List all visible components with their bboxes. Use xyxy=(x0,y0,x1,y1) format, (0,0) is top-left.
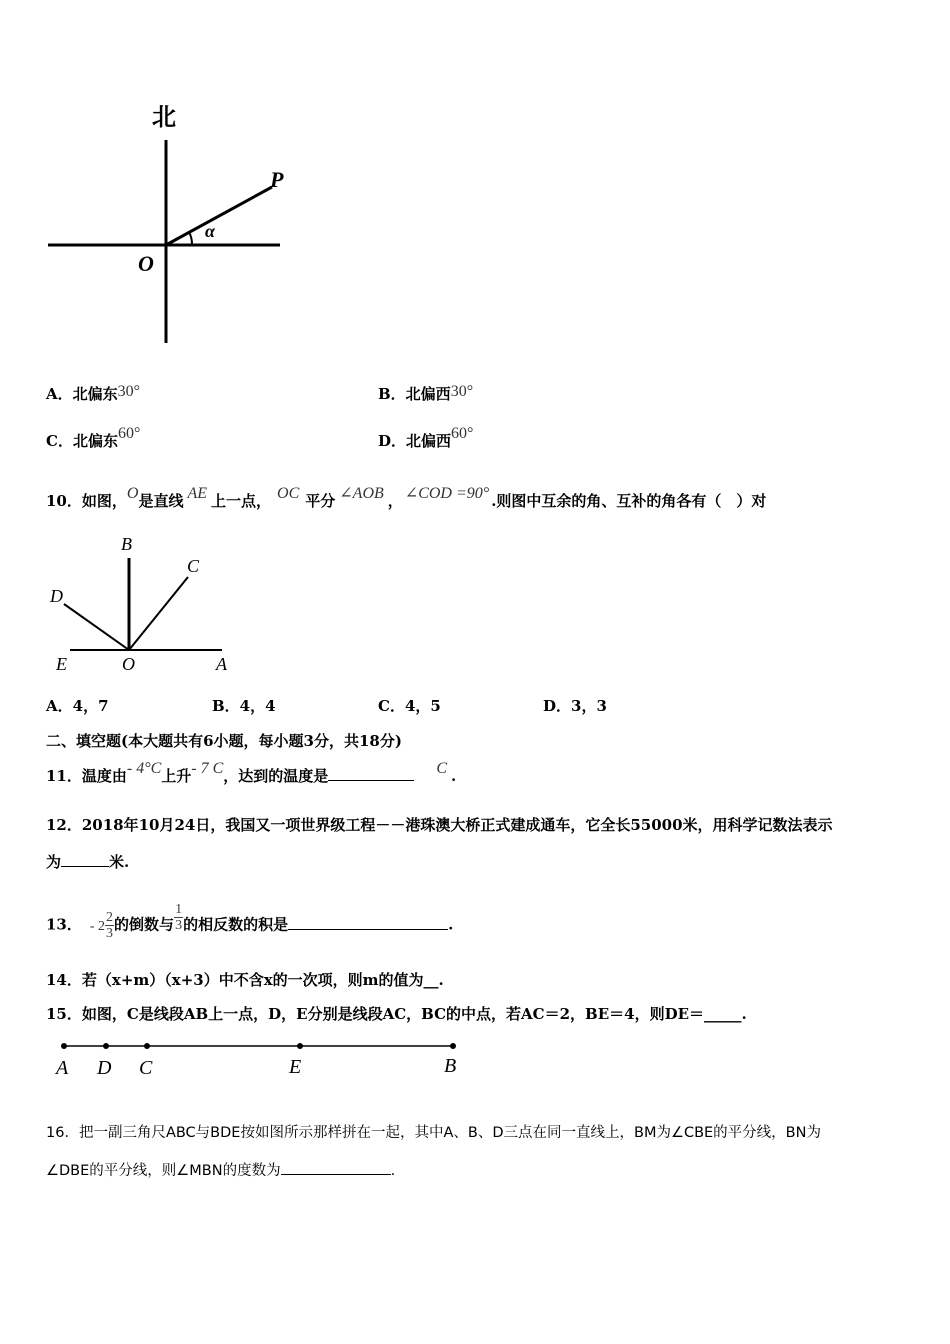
alpha-label: α xyxy=(205,221,215,241)
question-16-line2: ∠DBE的平分线，则∠MBN的度数为 . xyxy=(46,1160,395,1181)
figure-direction-diagram xyxy=(40,95,300,350)
label-e: E xyxy=(289,1056,302,1078)
deg: 30° xyxy=(450,383,474,400)
question-11: 11．温度由- 4°C上升- 7 C，达到的温度是 C . xyxy=(46,760,457,785)
fraction: $\frac{2}{3}$ xyxy=(106,910,114,941)
q9-option-b: B．北偏西30° xyxy=(378,383,474,403)
question-12-line2: 为 米. xyxy=(46,853,130,871)
label-d: D xyxy=(97,1057,112,1079)
figure-angles-diagram xyxy=(40,530,250,680)
point-d xyxy=(103,1043,109,1049)
q9-option-d: D．北偏西60° xyxy=(378,425,474,450)
deg: 60° xyxy=(117,425,141,442)
q10-option-b: B．4，4 xyxy=(212,697,276,715)
question-15: 15．如图，C是线段AB上一点，D，E分别是线段AC，BC的中点，若AC＝2，BE＝4，则DE＝_____. xyxy=(46,1005,747,1023)
point-o-label: O xyxy=(138,251,154,276)
question-14: 14．若（x+m）（x+3）中不含x的一次项，则m的值为__. xyxy=(46,971,444,989)
deg: 30° xyxy=(117,383,141,400)
label-o: O xyxy=(122,654,135,674)
q9-option-c: C．北偏东60° xyxy=(46,425,141,450)
question-12-line1: 12．2018年10月24日，我国又一项世界级工程－－港珠澳大桥正式建成通车，它全长55000米，用科学记数法表示 xyxy=(46,816,833,834)
question-10: 10．如图，O是直线 AE 上一点， OC 平分 ∠AOB ， ∠COD =90° .则图中互余的角、互补的角各有（ ）对 xyxy=(46,485,767,510)
label-e: E xyxy=(56,654,67,674)
angle-arc xyxy=(189,232,192,245)
q9-option-a: A．北偏东30° xyxy=(46,383,141,403)
q10-option-c: C．4，5 xyxy=(378,697,441,715)
fraction: $\frac{1}{3}$ xyxy=(175,902,183,933)
point-p-label: P xyxy=(270,167,284,192)
answer-blank[interactable] xyxy=(288,915,448,930)
answer-blank[interactable] xyxy=(328,766,414,781)
ray-oc xyxy=(129,577,188,650)
label-b: B xyxy=(444,1055,457,1077)
label-b: B xyxy=(121,534,132,554)
label-a: A xyxy=(56,1057,69,1079)
label-a: A xyxy=(216,654,227,674)
answer-blank[interactable] xyxy=(61,852,109,867)
figure-segment-diagram xyxy=(50,1035,470,1085)
q10-option-a: A．4，7 xyxy=(46,697,109,715)
point-a xyxy=(61,1043,67,1049)
north-label: 北 xyxy=(152,105,176,131)
ray-od xyxy=(64,604,129,650)
label-c: C xyxy=(187,556,200,576)
section-heading: 二、填空题(本大题共有6小题，每小题3分，共18分) xyxy=(46,732,402,750)
point-e xyxy=(297,1043,303,1049)
label-c: C xyxy=(139,1057,153,1079)
ray-op xyxy=(166,187,272,245)
point-c xyxy=(144,1043,150,1049)
question-13: 13． - 2 $\frac{2}{3}$ 的倒数与 $\frac{1}{3}$ 的相反数的积是 . xyxy=(46,902,454,941)
label-d: D xyxy=(50,586,63,606)
answer-blank[interactable] xyxy=(281,1160,391,1175)
point-b xyxy=(450,1043,456,1049)
deg: 60° xyxy=(451,425,474,442)
question-16-line1: 16．把一副三角尺ABC与BDE按如图所示那样拼在一起，其中A、B、D三点在同一直线上，BM为∠CBE的平分线，BN为 xyxy=(46,1125,821,1141)
q10-option-d: D．3，3 xyxy=(543,697,607,715)
